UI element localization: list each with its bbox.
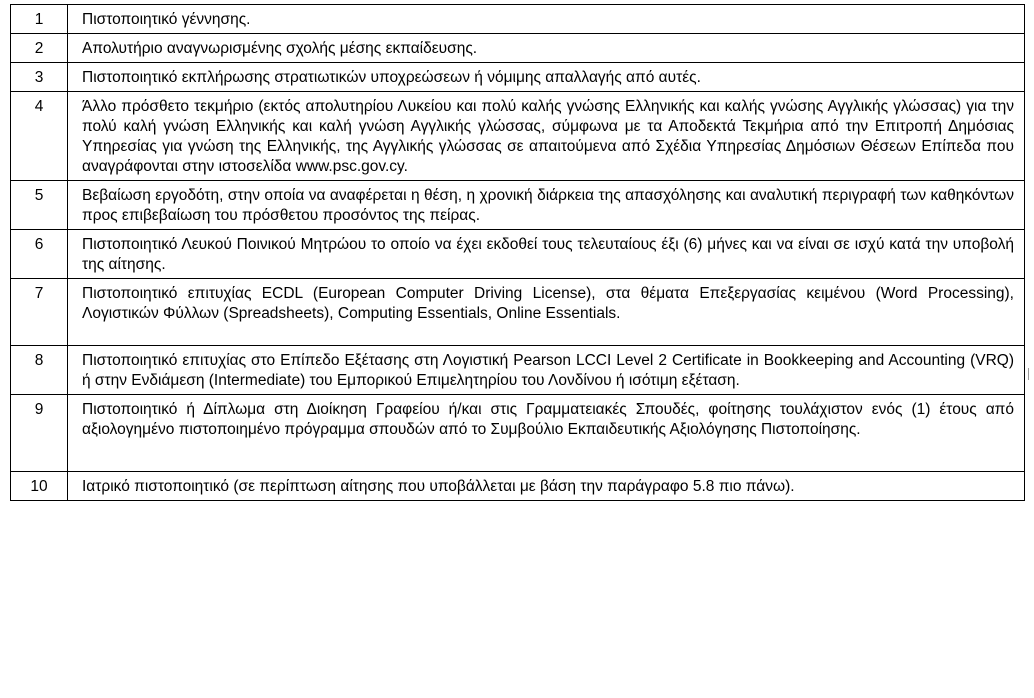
- table-row: [11, 395, 1025, 472]
- row-text: Πιστοποιητικό Λευκού Ποινικού Μητρώου το οποίο να έχει εκδοθεί τους τελευταίους έξι (6) μήνες και να είναι σε ισχύ κατά την υποβολή της αίτησης.: [68, 230, 1025, 279]
- row-text: Απολυτήριο αναγνωρισμένης σχολής μέσης εκπαίδευσης.: [68, 34, 1025, 63]
- row-text: Άλλο πρόσθετο τεκμήριο (εκτός απολυτηρίου Λυκείου και πολύ καλής γνώσης Ελληνικής και καλής γνώσης Αγγλικής γλώσσας) για την πολύ καλή γνώση Ελληνικής και καλή γνώση Αγγλικής γλώσσας, σύμφωνα με τα Αποδεκτά Τεκμήρια από την Επιτροπή Δημόσιας Υπηρεσίας για γνώση της Ελληνικής, της Αγγλικής γλώσσας σε απαιτούμενα από Σχέδια Υπηρεσίας Δημόσιων Θέσεων Επίπεδα που αναγράφονται στην ιστοσελίδα www.psc.gov.cy.: [68, 92, 1025, 181]
- row-text: Πιστοποιητικό επιτυχίας στο Επίπεδο Εξέτασης στη Λογιστική Pearson LCCI Level 2 Certificate in Bookkeeping and Accounting (VRQ) ή στην Ενδιάμεση (Intermediate) του Εμπορικού Επιμελητηρίου του Λονδίνου ή ισότιμη εξέταση.: [68, 346, 1025, 395]
- row-text: Πιστοποιητικό εκπλήρωσης στρατιωτικών υποχρεώσεων ή νόμιμης απαλλαγής από αυτές.: [68, 63, 1025, 92]
- row-number: 3: [11, 63, 68, 92]
- row-text: Πιστοποιητικό επιτυχίας ECDL (European Computer Driving License), στα θέματα Επεξεργασίας κειμένου (Word Processing), Λογιστικών Φύλλων (Spreadsheets), Computing Essentials, Online Essentials.: [82, 285, 1014, 322]
- table-row: [11, 279, 1025, 346]
- row-text: Πιστοποιητικό γέννησης.: [68, 5, 1025, 34]
- table-row: [11, 230, 1025, 279]
- row-text-cell: [68, 279, 1025, 346]
- row-number: 5: [11, 181, 68, 230]
- table-row: [11, 346, 1025, 395]
- row-text-cell: [68, 395, 1025, 472]
- row-text: Πιστοποιητικό ή Δίπλωμα στη Διοίκηση Γραφείου ή/και στις Γραμματειακές Σπουδές, φοίτησης τουλάχιστον ενός (1) έτους από αξιολογημένο πιστοποιημένο πρόγραμμα σπουδών από το Συμβούλιο Εκπαιδευτικής Αξιολόγησης Πιστοποίησης.: [82, 401, 1014, 438]
- table-row: [11, 92, 1025, 181]
- row-text: Ιατρικό πιστοποιητικό (σε περίπτωση αίτησης που υποβάλλεται με βάση την παράγραφο 5.8 πιο πάνω).: [68, 472, 1025, 501]
- row-number: 1: [11, 5, 68, 34]
- row-number: 2: [11, 34, 68, 63]
- row-spacer: [82, 324, 1014, 342]
- documents-table: [10, 4, 1025, 501]
- row-text: Βεβαίωση εργοδότη, στην οποία να αναφέρεται η θέση, η χρονική διάρκεια της απασχόλησης και αναλυτική περιγραφή των καθηκόντων προς επιβεβαίωση του πρόσθετου προσόντος της πείρας.: [68, 181, 1025, 230]
- row-number: 10: [11, 472, 68, 501]
- table-row: [11, 63, 1025, 92]
- table-row: [11, 181, 1025, 230]
- table-row: [11, 5, 1025, 34]
- row-number: 9: [11, 395, 68, 472]
- table-row: [11, 472, 1025, 501]
- row-number: 8: [11, 346, 68, 395]
- row-number: 4: [11, 92, 68, 181]
- row-number: 7: [11, 279, 68, 346]
- margin-mark: [1028, 368, 1029, 380]
- row-spacer: [82, 440, 1014, 468]
- row-number: 6: [11, 230, 68, 279]
- table-row: [11, 34, 1025, 63]
